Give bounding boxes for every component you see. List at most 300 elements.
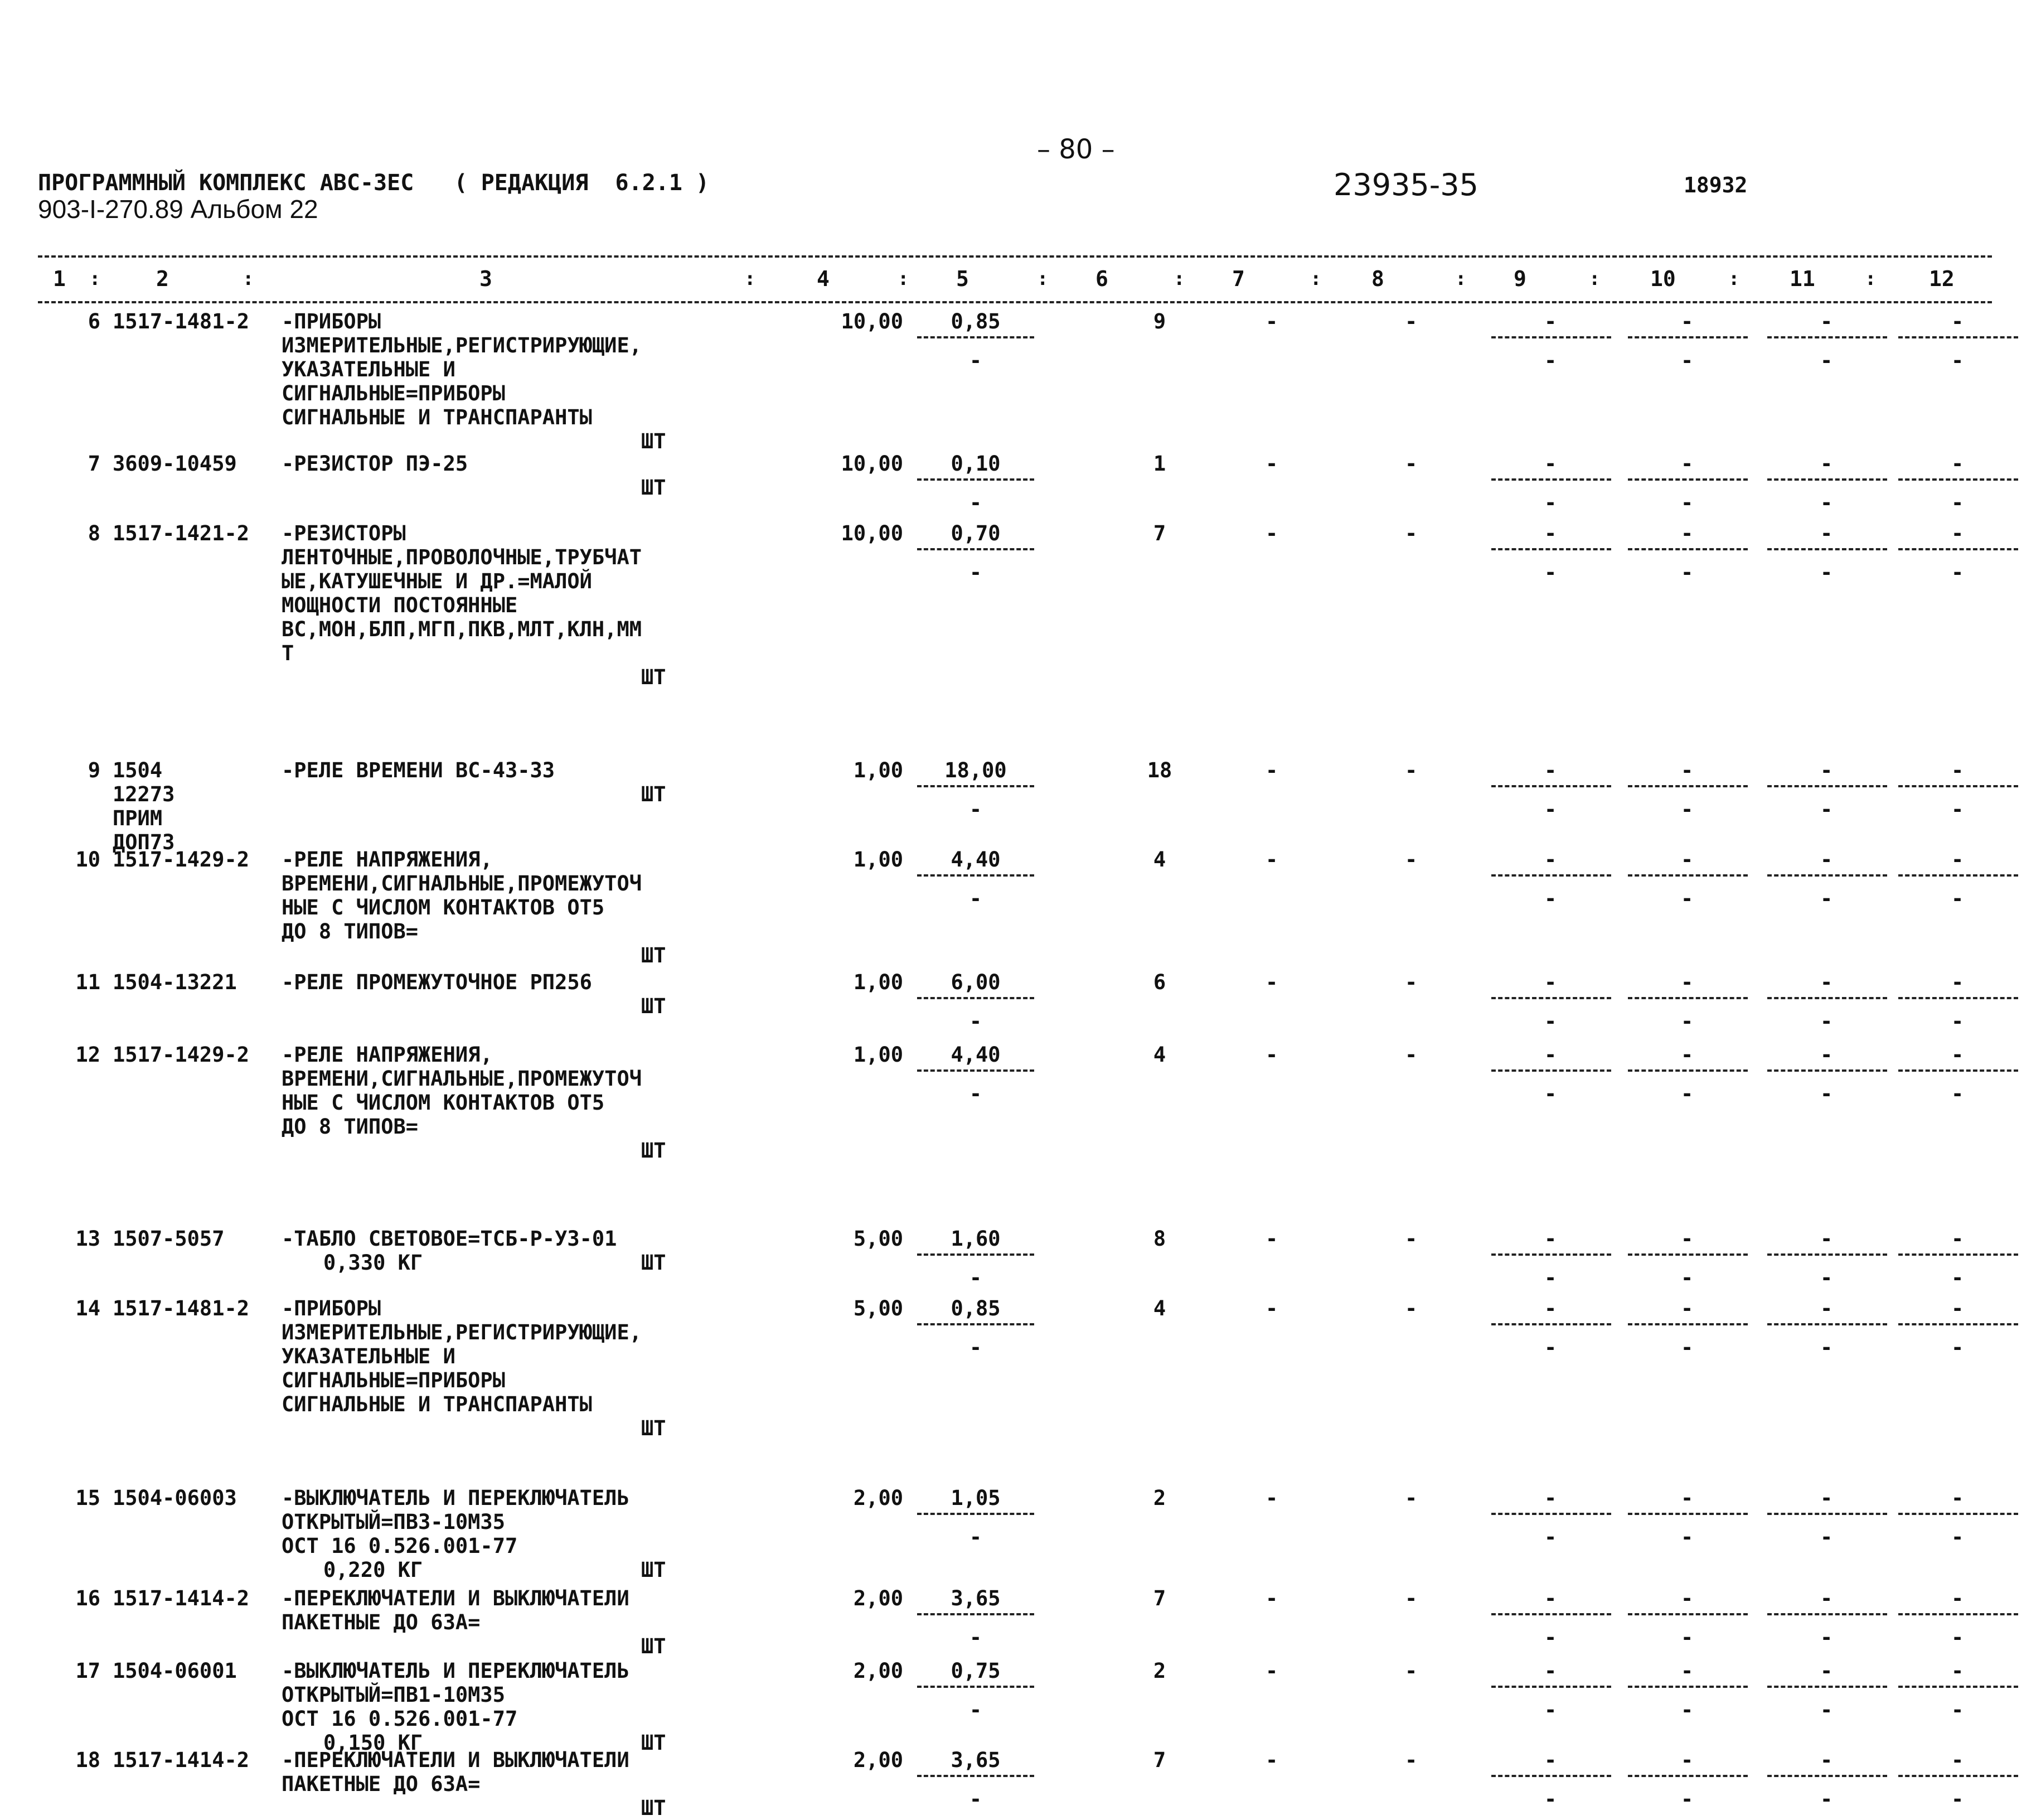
column-8-value: - bbox=[1405, 1659, 1418, 1683]
row-number: 18 bbox=[75, 1748, 100, 1772]
column-11-underline bbox=[1767, 548, 1887, 550]
column-12-value: - bbox=[1951, 1227, 1964, 1251]
price-underline bbox=[917, 1253, 1034, 1256]
column-11-subvalue-dash: - bbox=[1820, 1698, 1833, 1722]
column-separator: : bbox=[1865, 268, 1877, 290]
column-9-underline bbox=[1491, 1253, 1611, 1256]
page-number: – 80 – bbox=[1037, 134, 1115, 165]
column-11-underline bbox=[1767, 1323, 1887, 1325]
item-description: -ПРИБОРЫ ИЗМЕРИТЕЛЬНЫЕ,РЕГИСТРИРУЮЩИЕ, УКАЗАТЕЛЬНЫЕ И СИГНАЛЬНЫЕ=ПРИБОРЫ СИГНАЛЬНЫЕ И ТРАНСПАРАНТЫ bbox=[282, 309, 642, 429]
quantity: 1,00 bbox=[853, 848, 903, 872]
unit-of-measure: ШТ bbox=[641, 1731, 666, 1755]
item-description: -ТАБЛО СВЕТОВОЕ=ТСБ-Р-УЗ-01 bbox=[282, 1227, 617, 1251]
price-subvalue-dash: - bbox=[969, 1266, 982, 1290]
column-8-value: - bbox=[1405, 1586, 1418, 1610]
column-header-2: 2 bbox=[156, 267, 169, 291]
column-12-subvalue-dash: - bbox=[1951, 1525, 1964, 1549]
column-10-underline bbox=[1628, 548, 1748, 550]
item-code: 1517-1429-2 bbox=[113, 848, 250, 872]
price-subvalue-dash: - bbox=[969, 1787, 982, 1811]
unit-of-measure: ШТ bbox=[641, 1251, 666, 1275]
column-11-subvalue-dash: - bbox=[1820, 1082, 1833, 1106]
item-code: 1517-1414-2 bbox=[113, 1586, 250, 1610]
price-subvalue-dash: - bbox=[969, 1335, 982, 1359]
column-12-underline bbox=[1898, 1069, 2018, 1072]
column-9-underline bbox=[1491, 336, 1611, 338]
price-subvalue-dash: - bbox=[969, 560, 982, 584]
item-description: -РЕЛЕ ВРЕМЕНИ ВС-43-33 bbox=[282, 758, 555, 782]
column-8-value: - bbox=[1405, 848, 1418, 872]
price-underline bbox=[917, 1513, 1034, 1515]
column-header-7: 7 bbox=[1232, 267, 1245, 291]
column-separator: : bbox=[1037, 268, 1049, 290]
column-10-value: - bbox=[1681, 758, 1694, 782]
column-8-value: - bbox=[1405, 1296, 1418, 1320]
column-10-subvalue-dash: - bbox=[1681, 1698, 1694, 1722]
column-9-subvalue-dash: - bbox=[1544, 1525, 1557, 1549]
column-12-underline bbox=[1898, 1686, 2018, 1688]
column-12-value: - bbox=[1951, 848, 1964, 872]
column-9-value: - bbox=[1544, 1586, 1557, 1610]
column-12-subvalue-dash: - bbox=[1951, 348, 1964, 372]
column-8-value: - bbox=[1405, 1227, 1418, 1251]
column-11-subvalue-dash: - bbox=[1820, 1787, 1833, 1811]
column-12-subvalue-dash: - bbox=[1951, 560, 1964, 584]
column-11-value: - bbox=[1820, 1586, 1833, 1610]
price-subvalue-dash: - bbox=[969, 1698, 982, 1722]
unit-price: 0,70 bbox=[951, 521, 1001, 545]
column-separator: : bbox=[1174, 268, 1185, 290]
column-12-value: - bbox=[1951, 309, 1964, 333]
row-number: 16 bbox=[75, 1586, 100, 1610]
item-code: 1504-06003 bbox=[113, 1486, 237, 1510]
column-8-value: - bbox=[1405, 970, 1418, 994]
column-separator: : bbox=[89, 268, 101, 290]
column-10-subvalue-dash: - bbox=[1681, 348, 1694, 372]
column-11-subvalue-dash: - bbox=[1820, 560, 1833, 584]
item-code: 1517-1429-2 bbox=[113, 1043, 250, 1067]
quantity: 2,00 bbox=[853, 1659, 903, 1683]
album-title: 903-I-270.89 Альбом 22 bbox=[38, 195, 318, 224]
unit-of-measure: ШТ bbox=[641, 476, 666, 500]
column-10-value: - bbox=[1681, 1586, 1694, 1610]
price-subvalue-dash: - bbox=[969, 1525, 982, 1549]
quantity: 10,00 bbox=[841, 521, 903, 545]
row-number: 9 bbox=[88, 758, 100, 782]
column-8-value: - bbox=[1405, 1748, 1418, 1772]
row-number: 7 bbox=[88, 452, 100, 476]
column-10-subvalue-dash: - bbox=[1681, 1525, 1694, 1549]
column-11-subvalue-dash: - bbox=[1820, 1335, 1833, 1359]
column-6-value: 2 bbox=[1153, 1486, 1166, 1510]
column-12-underline bbox=[1898, 785, 2018, 787]
column-11-value: - bbox=[1820, 848, 1833, 872]
unit-of-measure: ШТ bbox=[641, 782, 666, 806]
column-12-subvalue-dash: - bbox=[1951, 887, 1964, 911]
column-7-value: - bbox=[1266, 309, 1278, 333]
column-10-subvalue-dash: - bbox=[1681, 1335, 1694, 1359]
column-11-subvalue-dash: - bbox=[1820, 1009, 1833, 1033]
unit-of-measure: ШТ bbox=[641, 943, 666, 967]
column-12-value: - bbox=[1951, 452, 1964, 476]
column-10-value: - bbox=[1681, 970, 1694, 994]
column-9-value: - bbox=[1544, 1748, 1557, 1772]
unit-price: 3,65 bbox=[951, 1748, 1001, 1772]
column-9-value: - bbox=[1544, 1659, 1557, 1683]
item-description: -РЕЛЕ ПРОМЕЖУТОЧНОЕ РП256 bbox=[282, 970, 592, 994]
price-underline bbox=[917, 1775, 1034, 1777]
row-number: 8 bbox=[88, 521, 100, 545]
column-12-value: - bbox=[1951, 1296, 1964, 1320]
column-11-value: - bbox=[1820, 1748, 1833, 1772]
column-10-value: - bbox=[1681, 1748, 1694, 1772]
column-10-subvalue-dash: - bbox=[1681, 560, 1694, 584]
column-12-subvalue-dash: - bbox=[1951, 797, 1964, 821]
column-9-underline bbox=[1491, 1613, 1611, 1615]
column-11-value: - bbox=[1820, 758, 1833, 782]
column-header-9: 9 bbox=[1514, 267, 1526, 291]
column-7-value: - bbox=[1266, 1043, 1278, 1067]
column-12-underline bbox=[1898, 997, 2018, 999]
column-12-underline bbox=[1898, 1513, 2018, 1515]
quantity: 10,00 bbox=[841, 452, 903, 476]
column-separator: : bbox=[1310, 268, 1322, 290]
column-7-value: - bbox=[1266, 1296, 1278, 1320]
column-header-12: 12 bbox=[1929, 267, 1955, 291]
column-11-subvalue-dash: - bbox=[1820, 887, 1833, 911]
column-10-underline bbox=[1628, 336, 1748, 338]
column-9-value: - bbox=[1544, 758, 1557, 782]
quantity: 2,00 bbox=[853, 1486, 903, 1510]
price-subvalue-dash: - bbox=[969, 348, 982, 372]
item-code: 1504-13221 bbox=[113, 970, 237, 994]
column-8-value: - bbox=[1405, 758, 1418, 782]
item-code: 1517-1481-2 bbox=[113, 1296, 250, 1320]
column-9-value: - bbox=[1544, 970, 1557, 994]
column-10-subvalue-dash: - bbox=[1681, 1787, 1694, 1811]
column-10-underline bbox=[1628, 785, 1748, 787]
unit-of-measure: ШТ bbox=[641, 1558, 666, 1582]
column-7-value: - bbox=[1266, 521, 1278, 545]
column-12-subvalue-dash: - bbox=[1951, 1266, 1964, 1290]
column-11-underline bbox=[1767, 785, 1887, 787]
price-subvalue-dash: - bbox=[969, 887, 982, 911]
price-underline bbox=[917, 548, 1034, 550]
column-10-value: - bbox=[1681, 521, 1694, 545]
unit-of-measure: ШТ bbox=[641, 1139, 666, 1163]
item-description: -ВЫКЛЮЧАТЕЛЬ И ПЕРЕКЛЮЧАТЕЛЬ ОТКРЫТЫЙ=ПВЗ-10МЗ5 ОСТ 16 0.526.001-77 bbox=[282, 1486, 629, 1558]
column-10-subvalue-dash: - bbox=[1681, 491, 1694, 515]
column-9-subvalue-dash: - bbox=[1544, 560, 1557, 584]
column-separator: : bbox=[243, 268, 254, 290]
column-11-value: - bbox=[1820, 1659, 1833, 1683]
quantity: 2,00 bbox=[853, 1586, 903, 1610]
column-10-subvalue-dash: - bbox=[1681, 797, 1694, 821]
column-9-subvalue-dash: - bbox=[1544, 1787, 1557, 1811]
column-10-underline bbox=[1628, 1253, 1748, 1256]
row-number: 14 bbox=[75, 1296, 100, 1320]
column-9-underline bbox=[1491, 1686, 1611, 1688]
unit-price: 6,00 bbox=[951, 970, 1001, 994]
column-11-value: - bbox=[1820, 1043, 1833, 1067]
column-11-subvalue-dash: - bbox=[1820, 348, 1833, 372]
column-12-underline bbox=[1898, 336, 2018, 338]
column-6-value: 6 bbox=[1153, 970, 1166, 994]
column-12-subvalue-dash: - bbox=[1951, 1082, 1964, 1106]
column-9-value: - bbox=[1544, 848, 1557, 872]
column-header-10: 10 bbox=[1650, 267, 1676, 291]
column-10-value: - bbox=[1681, 848, 1694, 872]
column-6-value: 4 bbox=[1153, 1296, 1166, 1320]
item-code: 1517-1481-2 bbox=[113, 309, 250, 333]
sheet-number: 18932 bbox=[1684, 173, 1748, 197]
header-bottom-rule bbox=[38, 301, 1992, 303]
column-9-value: - bbox=[1544, 1296, 1557, 1320]
column-11-subvalue-dash: - bbox=[1820, 1266, 1833, 1290]
column-10-underline bbox=[1628, 874, 1748, 877]
quantity: 1,00 bbox=[853, 1043, 903, 1067]
column-12-underline bbox=[1898, 1323, 2018, 1325]
row-number: 10 bbox=[75, 848, 100, 872]
column-9-underline bbox=[1491, 997, 1611, 999]
column-header-5: 5 bbox=[956, 267, 969, 291]
unit-price: 0,75 bbox=[951, 1659, 1001, 1683]
quantity: 5,00 bbox=[853, 1296, 903, 1320]
column-6-value: 7 bbox=[1153, 1748, 1166, 1772]
row-number: 6 bbox=[88, 309, 100, 333]
column-11-value: - bbox=[1820, 521, 1833, 545]
column-7-value: - bbox=[1266, 758, 1278, 782]
column-12-underline bbox=[1898, 1775, 2018, 1777]
column-10-value: - bbox=[1681, 1043, 1694, 1067]
column-12-subvalue-dash: - bbox=[1951, 1787, 1964, 1811]
column-10-subvalue-dash: - bbox=[1681, 887, 1694, 911]
price-underline bbox=[917, 874, 1034, 877]
column-separator: : bbox=[898, 268, 909, 290]
column-12-subvalue-dash: - bbox=[1951, 1009, 1964, 1033]
column-9-value: - bbox=[1544, 521, 1557, 545]
unit-price: 0,10 bbox=[951, 452, 1001, 476]
item-code: 1517-1414-2 bbox=[113, 1748, 250, 1772]
column-11-underline bbox=[1767, 874, 1887, 877]
price-underline bbox=[917, 336, 1034, 338]
column-8-value: - bbox=[1405, 1486, 1418, 1510]
column-12-subvalue-dash: - bbox=[1951, 1625, 1964, 1649]
column-10-subvalue-dash: - bbox=[1681, 1625, 1694, 1649]
column-6-value: 4 bbox=[1153, 1043, 1166, 1067]
column-8-value: - bbox=[1405, 309, 1418, 333]
column-11-subvalue-dash: - bbox=[1820, 797, 1833, 821]
column-11-underline bbox=[1767, 1775, 1887, 1777]
column-9-value: - bbox=[1544, 1043, 1557, 1067]
column-9-subvalue-dash: - bbox=[1544, 887, 1557, 911]
price-underline bbox=[917, 785, 1034, 787]
column-11-underline bbox=[1767, 478, 1887, 481]
column-6-value: 1 bbox=[1153, 452, 1166, 476]
unit-price: 0,85 bbox=[951, 309, 1001, 333]
item-code: 1507-5057 bbox=[113, 1227, 225, 1251]
column-7-value: - bbox=[1266, 970, 1278, 994]
item-weight: 0,220 КГ bbox=[323, 1558, 423, 1582]
column-8-value: - bbox=[1405, 521, 1418, 545]
column-6-value: 7 bbox=[1153, 1586, 1166, 1610]
column-9-value: - bbox=[1544, 309, 1557, 333]
column-separator: : bbox=[1455, 268, 1467, 290]
column-header-3: 3 bbox=[479, 267, 492, 291]
column-12-subvalue-dash: - bbox=[1951, 1698, 1964, 1722]
column-10-value: - bbox=[1681, 1296, 1694, 1320]
column-9-underline bbox=[1491, 785, 1611, 787]
item-description: -ПЕРЕКЛЮЧАТЕЛИ И ВЫКЛЮЧАТЕЛИ ПАКЕТНЫЕ ДО 63А= bbox=[282, 1586, 629, 1634]
item-description: -РЕЛЕ НАПРЯЖЕНИЯ, ВРЕМЕНИ,СИГНАЛЬНЫЕ,ПРОМЕЖУТОЧ НЫЕ С ЧИСЛОМ КОНТАКТОВ ОТ5 ДО 8 ТИПОВ= bbox=[282, 848, 642, 943]
price-subvalue-dash: - bbox=[969, 1625, 982, 1649]
unit-of-measure: ШТ bbox=[641, 994, 666, 1018]
column-6-value: 8 bbox=[1153, 1227, 1166, 1251]
column-11-underline bbox=[1767, 1253, 1887, 1256]
column-9-subvalue-dash: - bbox=[1544, 1082, 1557, 1106]
price-subvalue-dash: - bbox=[969, 1082, 982, 1106]
price-subvalue-dash: - bbox=[969, 1009, 982, 1033]
price-underline bbox=[917, 1323, 1034, 1325]
column-12-subvalue-dash: - bbox=[1951, 1335, 1964, 1359]
column-11-value: - bbox=[1820, 452, 1833, 476]
column-9-subvalue-dash: - bbox=[1544, 1698, 1557, 1722]
quantity: 1,00 bbox=[853, 970, 903, 994]
column-7-value: - bbox=[1266, 1748, 1278, 1772]
item-description: -РЕЛЕ НАПРЯЖЕНИЯ, ВРЕМЕНИ,СИГНАЛЬНЫЕ,ПРОМЕЖУТОЧ НЫЕ С ЧИСЛОМ КОНТАКТОВ ОТ5 ДО 8 ТИПОВ= bbox=[282, 1043, 642, 1139]
column-12-value: - bbox=[1951, 758, 1964, 782]
unit-price: 1,60 bbox=[951, 1227, 1001, 1251]
column-12-underline bbox=[1898, 874, 2018, 877]
column-12-value: - bbox=[1951, 1486, 1964, 1510]
row-number: 12 bbox=[75, 1043, 100, 1067]
row-number: 15 bbox=[75, 1486, 100, 1510]
column-header-6: 6 bbox=[1095, 267, 1108, 291]
column-9-subvalue-dash: - bbox=[1544, 1335, 1557, 1359]
column-9-subvalue-dash: - bbox=[1544, 348, 1557, 372]
item-weight: 0,330 КГ bbox=[323, 1251, 423, 1275]
column-11-underline bbox=[1767, 1513, 1887, 1515]
column-10-subvalue-dash: - bbox=[1681, 1266, 1694, 1290]
item-description: -РЕЗИСТОР ПЭ-25 bbox=[282, 452, 468, 476]
price-underline bbox=[917, 478, 1034, 481]
price-underline bbox=[917, 1069, 1034, 1072]
item-description: -ВЫКЛЮЧАТЕЛЬ И ПЕРЕКЛЮЧАТЕЛЬ ОТКРЫТЫЙ=ПВ1-10МЗ5 ОСТ 16 0.526.001-77 bbox=[282, 1659, 629, 1731]
column-11-value: - bbox=[1820, 309, 1833, 333]
column-9-underline bbox=[1491, 874, 1611, 877]
column-12-value: - bbox=[1951, 1043, 1964, 1067]
unit-of-measure: ШТ bbox=[641, 1796, 666, 1820]
unit-price: 18,00 bbox=[944, 758, 1007, 782]
column-10-value: - bbox=[1681, 452, 1694, 476]
column-10-underline bbox=[1628, 1323, 1748, 1325]
column-10-value: - bbox=[1681, 1486, 1694, 1510]
unit-price: 0,85 bbox=[951, 1296, 1001, 1320]
unit-price: 3,65 bbox=[951, 1586, 1001, 1610]
column-7-value: - bbox=[1266, 1659, 1278, 1683]
column-6-value: 4 bbox=[1153, 848, 1166, 872]
column-9-subvalue-dash: - bbox=[1544, 491, 1557, 515]
price-underline bbox=[917, 1686, 1034, 1688]
item-description: -ПЕРЕКЛЮЧАТЕЛИ И ВЫКЛЮЧАТЕЛИ ПАКЕТНЫЕ ДО 63А= bbox=[282, 1748, 629, 1796]
column-9-subvalue-dash: - bbox=[1544, 1266, 1557, 1290]
price-subvalue-dash: - bbox=[969, 491, 982, 515]
column-10-underline bbox=[1628, 478, 1748, 481]
column-11-subvalue-dash: - bbox=[1820, 491, 1833, 515]
item-code: 1504-06001 bbox=[113, 1659, 237, 1683]
price-subvalue-dash: - bbox=[969, 797, 982, 821]
column-11-value: - bbox=[1820, 1486, 1833, 1510]
column-10-subvalue-dash: - bbox=[1681, 1009, 1694, 1033]
row-number: 11 bbox=[75, 970, 100, 994]
unit-of-measure: ШТ bbox=[641, 1634, 666, 1658]
column-11-value: - bbox=[1820, 1296, 1833, 1320]
column-11-underline bbox=[1767, 336, 1887, 338]
column-8-value: - bbox=[1405, 1043, 1418, 1067]
unit-price: 1,05 bbox=[951, 1486, 1001, 1510]
column-9-underline bbox=[1491, 548, 1611, 550]
column-9-subvalue-dash: - bbox=[1544, 797, 1557, 821]
column-12-value: - bbox=[1951, 521, 1964, 545]
column-11-underline bbox=[1767, 1686, 1887, 1688]
column-header-8: 8 bbox=[1371, 267, 1384, 291]
column-12-underline bbox=[1898, 1253, 2018, 1256]
quantity: 2,00 bbox=[853, 1748, 903, 1772]
column-9-underline bbox=[1491, 1775, 1611, 1777]
item-weight: 0,150 КГ bbox=[323, 1731, 423, 1755]
row-number: 17 bbox=[75, 1659, 100, 1683]
column-12-value: - bbox=[1951, 1748, 1964, 1772]
column-10-value: - bbox=[1681, 1659, 1694, 1683]
price-underline bbox=[917, 997, 1034, 999]
item-code: 1517-1421-2 bbox=[113, 521, 250, 545]
column-7-value: - bbox=[1266, 1227, 1278, 1251]
column-12-value: - bbox=[1951, 1659, 1964, 1683]
column-12-value: - bbox=[1951, 970, 1964, 994]
program-title: ПРОГРАММНЫЙ КОМПЛЕКС АВС-ЗЕС ( РЕДАКЦИЯ 6.2.1 ) bbox=[38, 170, 710, 196]
item-code: 3609-10459 bbox=[113, 452, 237, 476]
column-7-value: - bbox=[1266, 452, 1278, 476]
unit-of-measure: ШТ bbox=[641, 429, 666, 453]
item-code: 1504 12273 ПРИМ ДОП73 bbox=[113, 758, 175, 854]
column-6-value: 18 bbox=[1147, 758, 1172, 782]
column-10-value: - bbox=[1681, 1227, 1694, 1251]
column-header-1: 1 bbox=[53, 267, 66, 291]
column-9-value: - bbox=[1544, 1227, 1557, 1251]
column-11-underline bbox=[1767, 1069, 1887, 1072]
column-9-underline bbox=[1491, 1069, 1611, 1072]
column-10-underline bbox=[1628, 1686, 1748, 1688]
column-9-subvalue-dash: - bbox=[1544, 1009, 1557, 1033]
column-9-underline bbox=[1491, 1513, 1611, 1515]
column-12-subvalue-dash: - bbox=[1951, 491, 1964, 515]
column-10-underline bbox=[1628, 1775, 1748, 1777]
column-header-11: 11 bbox=[1790, 267, 1815, 291]
row-number: 13 bbox=[75, 1227, 100, 1251]
column-12-underline bbox=[1898, 1613, 2018, 1615]
column-10-underline bbox=[1628, 1513, 1748, 1515]
column-6-value: 2 bbox=[1153, 1659, 1166, 1683]
column-header-4: 4 bbox=[817, 267, 830, 291]
column-9-subvalue-dash: - bbox=[1544, 1625, 1557, 1649]
column-9-underline bbox=[1491, 1323, 1611, 1325]
column-11-subvalue-dash: - bbox=[1820, 1625, 1833, 1649]
column-10-value: - bbox=[1681, 309, 1694, 333]
column-10-subvalue-dash: - bbox=[1681, 1082, 1694, 1106]
column-6-value: 7 bbox=[1153, 521, 1166, 545]
column-12-underline bbox=[1898, 548, 2018, 550]
column-separator: : bbox=[1589, 268, 1601, 290]
